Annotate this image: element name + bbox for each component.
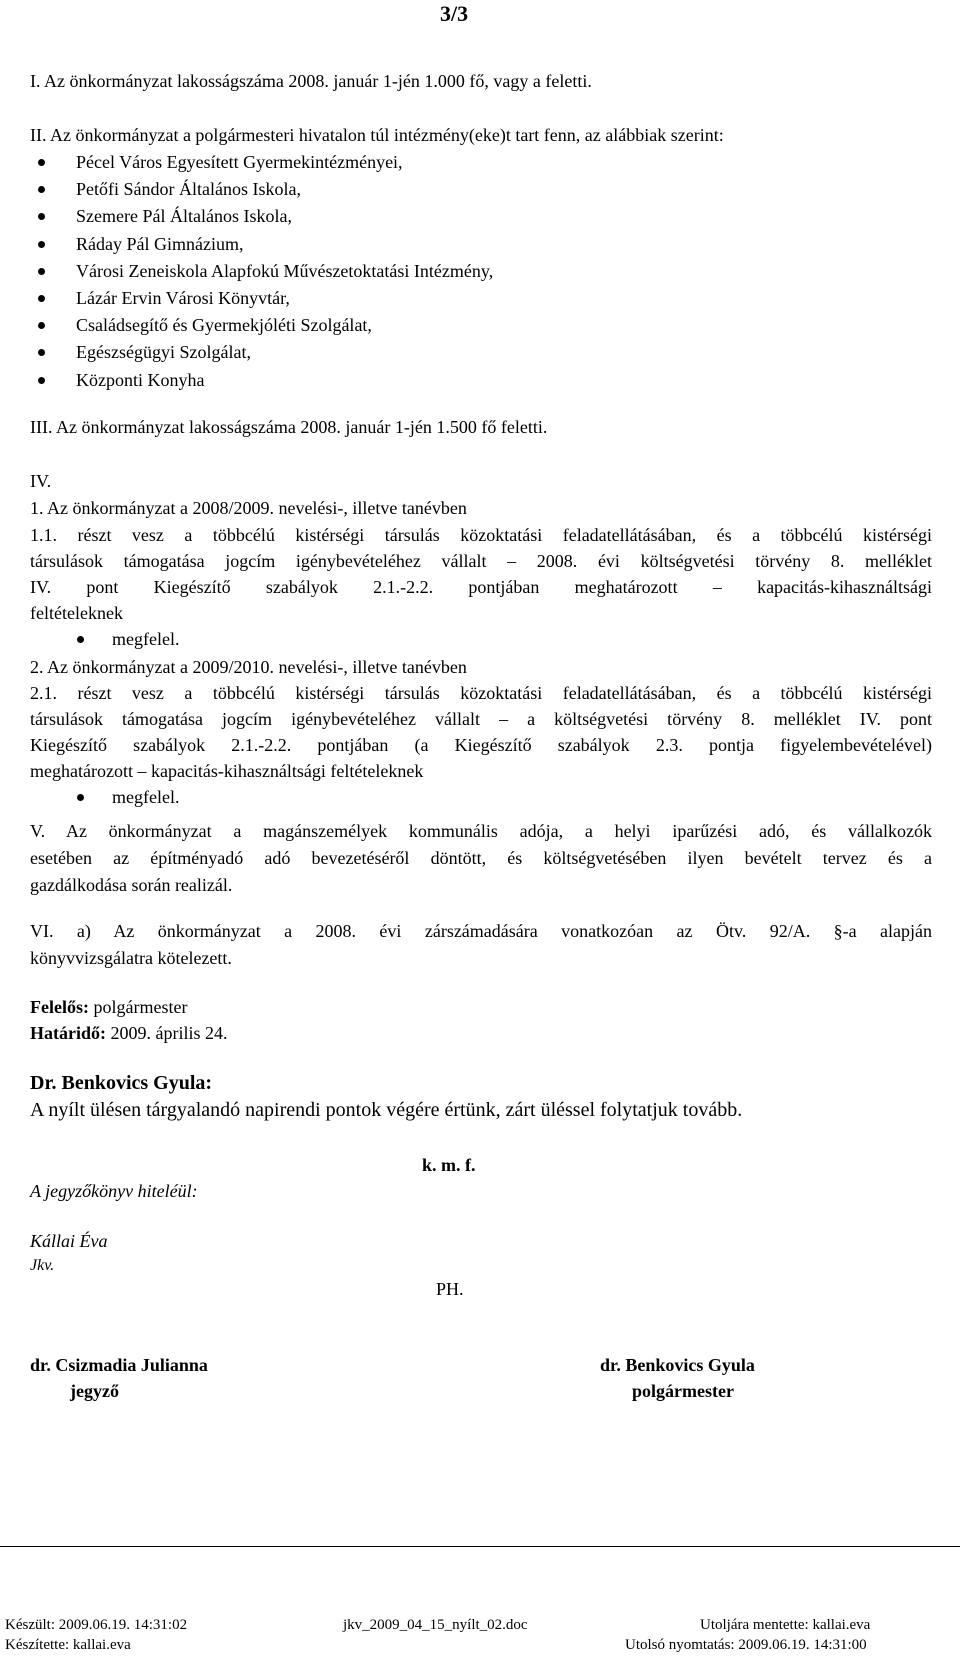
list-item: Lázár Ervin Városi Könyvtár, <box>38 285 493 312</box>
bullet-icon <box>38 349 45 356</box>
bullet-icon <box>38 295 45 302</box>
section-vi-line-2: könyvvizsgálatra kötelezett. <box>30 948 232 968</box>
bullet-icon <box>38 186 45 193</box>
footer-last-printed: Utolsó nyomtatás: 2009.06.19. 14:31:00 <box>625 1637 867 1653</box>
section-ii-intro: II. Az önkormányzat a polgármesteri hivatalon túl intézmény(eke)t tart fenn, az alábbiak szerint: <box>30 125 724 145</box>
speaker-name: Dr. Benkovics Gyula: <box>30 1072 213 1094</box>
section-iv-2-line-3: Kiegészítő szabályok 2.1.-2.2. pontjában (a Kiegészítő szabályok 2.3. pontja figyelembevételével) <box>30 735 932 755</box>
section-iv-2-line-1: 2.1. részt vesz a többcélú kistérségi társulás közoktatási feladatellátásában, és a többcélú kistérségi <box>30 683 932 703</box>
section-iv-2-result: megfelel. <box>112 784 179 811</box>
list-item: Ráday Pál Gimnázium, <box>38 231 493 258</box>
list-item: Szemere Pál Általános Iskola, <box>38 203 493 230</box>
section-iv-1-line-2: társulások támogatása jogcím igénybevételéhez vállalt – 2008. évi költségvetési törvény 8. melléklet <box>30 551 932 571</box>
deadline-value: 2009. április 24. <box>110 1023 228 1043</box>
signatory-right-title: polgármester <box>632 1381 734 1401</box>
bullet-icon <box>38 213 45 220</box>
section-vi-line-1: VI. a) Az önkormányzat a 2008. évi zárszámadására vonatkozóan az Ötv. 92/A. §-a alapján <box>30 921 932 941</box>
bullet-icon <box>38 377 45 384</box>
list-item: Petőfi Sándor Általános Iskola, <box>38 176 493 203</box>
bullet-icon <box>38 159 45 166</box>
bullet-icon <box>77 636 84 643</box>
list-item: Városi Zeneiskola Alapfokú Művészetoktatási Intézmény, <box>38 258 493 285</box>
closing-statement: A nyílt ülésen tárgyalandó napirendi pontok végére értünk, zárt üléssel folytatjuk tovább. <box>30 1099 743 1121</box>
list-item: Családsegítő és Gyermekjóléti Szolgálat, <box>38 312 493 339</box>
section-i: I. Az önkormányzat lakosságszáma 2008. január 1-jén 1.000 fő, vagy a feletti. <box>30 71 592 91</box>
footer-divider <box>0 1546 960 1547</box>
authenticator-label: A jegyzőkönyv hiteléül: <box>30 1181 198 1201</box>
deadline-label: Határidő: <box>30 1023 106 1043</box>
bullet-icon <box>77 794 84 801</box>
signatory-right-name: dr. Benkovics Gyula <box>600 1355 755 1375</box>
bullet-icon <box>38 268 45 275</box>
recorder-role: Jkv. <box>30 1257 55 1274</box>
signatory-left-name: dr. Csizmadia Julianna <box>30 1355 208 1375</box>
deadline <box>30 1020 228 1047</box>
responsible-value: polgármester <box>93 997 188 1017</box>
section-iv-2-line-4: meghatározott – kapacitás-kihasználtsági feltételeknek <box>30 761 424 781</box>
institution-list <box>38 149 493 394</box>
footer-created: Készült: 2009.06.19. 14:31:02 <box>5 1617 188 1633</box>
footer-last-saved: Utoljára mentette: kallai.eva <box>700 1617 871 1633</box>
section-iv-1-result: megfelel. <box>112 626 179 653</box>
section-iv-2-title: 2. Az önkormányzat a 2009/2010. nevelési-, illetve tanévben <box>30 657 467 677</box>
signatory-left-title: jegyző <box>70 1381 119 1401</box>
kmf-mark: k. m. f. <box>422 1155 476 1175</box>
bullet-icon <box>38 241 45 248</box>
responsible <box>30 994 187 1021</box>
page-number: 3/3 <box>440 1 469 26</box>
section-iv-2-line-2: társulások támogatása jogcím igénybevételéhez vállalt – a költségvetési törvény 8. melléklet IV. pont <box>30 709 932 729</box>
list-item: Pécel Város Egyesített Gyermekintézményei, <box>38 149 493 176</box>
list-item: Központi Konyha <box>38 367 493 394</box>
section-iv-heading: IV. <box>30 471 52 491</box>
section-iv-1-line-1: 1.1. részt vesz a többcélú kistérségi társulás közoktatási feladatellátásában, és a többcélú kistérségi <box>30 525 932 545</box>
section-v-line-2: esetében az építményadó adó bevezetéséről döntött, és költségvetésében ilyen bevételt tervez és a <box>30 848 932 868</box>
seal-placeholder: PH. <box>436 1279 464 1299</box>
section-iv-1-line-3: IV. pont Kiegészítő szabályok 2.1.-2.2. pontjában meghatározott – kapacitás-kihasználtsági <box>30 577 932 597</box>
footer-filename: jkv_2009_04_15_nyílt_02.doc <box>343 1617 528 1633</box>
recorder-name: Kállai Éva <box>30 1231 108 1251</box>
section-iv-1-title: 1. Az önkormányzat a 2008/2009. nevelési-, illetve tanévben <box>30 498 467 518</box>
section-v-line-3: gazdálkodása során realizál. <box>30 875 233 895</box>
list-item: Egészségügyi Szolgálat, <box>38 339 493 366</box>
bullet-icon <box>38 322 45 329</box>
responsible-label: Felelős: <box>30 997 89 1017</box>
section-iii: III. Az önkormányzat lakosságszáma 2008. január 1-jén 1.500 fő feletti. <box>30 417 548 437</box>
section-v-line-1: V. Az önkormányzat a magánszemélyek kommunális adója, a helyi iparűzési adó, és vállalkozók <box>30 821 932 841</box>
footer-author: Készítette: kallai.eva <box>5 1637 131 1653</box>
section-iv-1-line-4: feltételeknek <box>30 603 123 623</box>
